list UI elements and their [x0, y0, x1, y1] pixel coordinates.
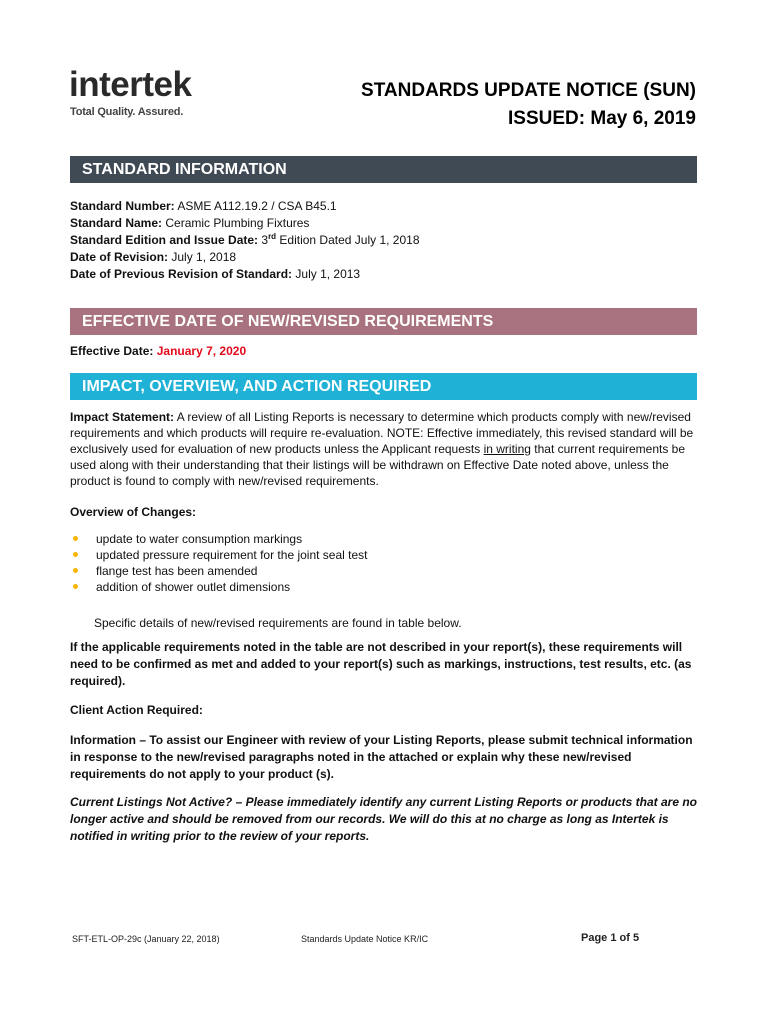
edition-rest: Edition Dated July 1, 2018: [276, 233, 420, 247]
standard-number-label: Standard Number:: [70, 199, 175, 213]
previous-revision-label: Date of Previous Revision of Standard:: [70, 267, 293, 281]
list-item-text: updated pressure requirement for the joint seal test: [96, 548, 368, 562]
notice-title: STANDARDS UPDATE NOTICE (SUN): [361, 80, 696, 101]
standard-edition-label: Standard Edition and Issue Date:: [70, 233, 259, 247]
standard-number-row: [70, 198, 710, 215]
revision-date-row: [70, 249, 710, 266]
bullet-icon: [73, 568, 78, 573]
overview-heading: Overview of Changes:: [70, 505, 197, 519]
logo-tagline: Total Quality. Assured.: [70, 106, 184, 118]
standard-name-row: [70, 215, 710, 232]
list-item: [70, 547, 670, 563]
standard-number-value: ASME A112.19.2 / CSA B45.1: [177, 199, 337, 213]
section-header-impact: IMPACT, OVERVIEW, AND ACTION REQUIRED: [70, 373, 697, 400]
logo-wordmark: intertek: [69, 65, 192, 104]
list-item: [70, 531, 670, 547]
standard-name-value: Ceramic Plumbing Fixtures: [165, 216, 310, 230]
bullet-icon: [73, 584, 78, 589]
section-header-standard-information: STANDARD INFORMATION: [70, 156, 697, 183]
edition-suffix: rd: [268, 232, 277, 241]
effective-date-label: Effective Date:: [70, 344, 154, 358]
notice-title-block: [361, 78, 696, 134]
revision-date-value: July 1, 2018: [171, 250, 237, 264]
previous-revision-row: [70, 266, 710, 283]
effective-date-row: [70, 343, 710, 360]
standard-name-label: Standard Name:: [70, 216, 163, 230]
bullet-icon: [73, 552, 78, 557]
applicable-requirements-paragraph: If the applicable requirements noted in the table are not described in your report(s), these requirements will need to be confirmed as met and added to your report(s) such as markings, instructions, test results, etc. (as required).: [70, 640, 692, 688]
bullet-icon: [73, 536, 78, 541]
standard-info: [70, 198, 710, 283]
footer-document-title: Standards Update Notice KR/IC: [301, 934, 429, 944]
impact-statement-label: Impact Statement:: [70, 410, 175, 424]
overview-list: [70, 531, 670, 595]
list-item-text: addition of shower outlet dimensions: [96, 580, 291, 594]
information-paragraph: [70, 732, 698, 783]
effective-date-value: January 7, 2020: [156, 344, 247, 358]
specific-details-note: Specific details of new/revised requirements are found in table below.: [94, 616, 462, 630]
information-text: – To assist our Engineer with review of your Listing Reports, please submit technical information in response to the new/revised paragraphs noted in the attached or explain why these new/revised requirements do not apply to your product (s).: [70, 733, 693, 781]
revision-date-label: Date of Revision:: [70, 250, 169, 264]
intertek-logo: [69, 66, 249, 122]
impact-text-part1: A review of all Listing Reports is necessary to determine which products comply with new/revised requirements and which products will require re-evaluation. NOTE: Effective immediately, this revised standard will be exclusively used for evaluation of new products unless the Applicant requests: [70, 410, 694, 456]
current-listings-notice: Current Listings Not Active? – Please immediately identify any current Listing Reports or products that are no longer active and should be removed from our records. We will do this at no charge as long as Intertek is notified in writing prior to the review of your reports.: [70, 795, 698, 843]
footer-form-number: SFT-ETL-OP-29c (January 22, 2018): [72, 934, 220, 944]
impact-statement: [70, 409, 698, 489]
section-header-effective-date: EFFECTIVE DATE OF NEW/REVISED REQUIREMENTS: [70, 308, 697, 335]
list-item: [70, 579, 670, 595]
list-item: [70, 563, 670, 579]
list-item-text: update to water consumption markings: [96, 532, 303, 546]
impact-text-part2: that current requirements be used along with their understanding that their listings will be withdrawn on Effective Date noted above, unless the product is found to comply with new/revised requirements.: [70, 442, 686, 488]
footer-page-number: Page 1 of 5: [581, 932, 640, 944]
information-label: Information: [70, 733, 136, 747]
client-action-heading: Client Action Required:: [70, 703, 203, 717]
previous-revision-value: July 1, 2013: [295, 267, 361, 281]
in-writing-emphasis: in writing: [483, 442, 531, 456]
edition-number: 3: [261, 233, 269, 247]
list-item-text: flange test has been amended: [96, 564, 258, 578]
standard-edition-row: [70, 232, 710, 249]
issued-date: ISSUED: May 6, 2019: [508, 108, 696, 129]
